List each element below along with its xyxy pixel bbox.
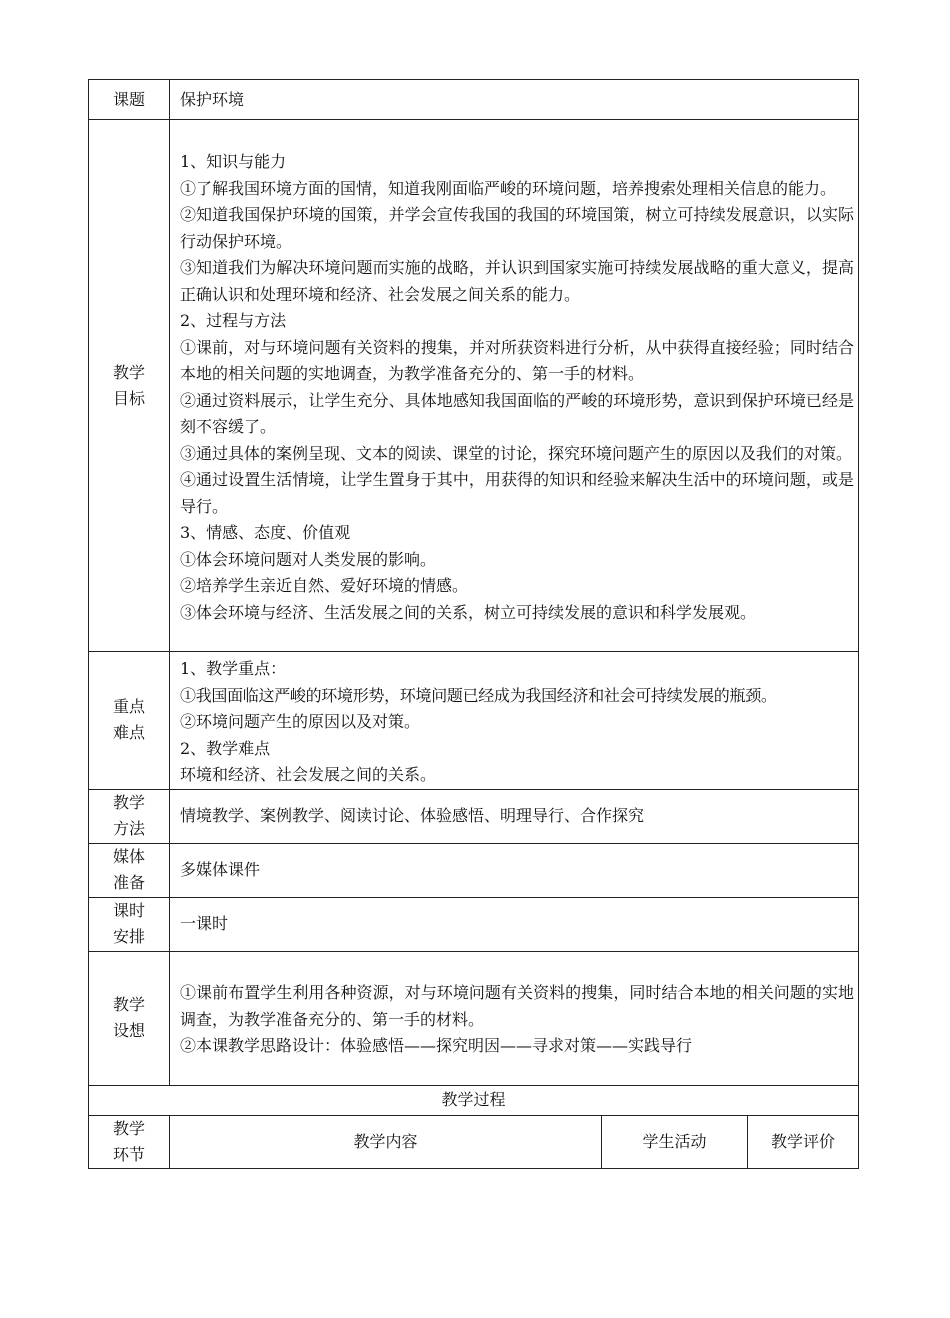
process-title-row	[89, 1085, 859, 1115]
methods-label-line: 方法	[112, 819, 145, 838]
schedule-label-line: 安排	[112, 927, 145, 946]
media-label-line: 媒体	[112, 847, 145, 866]
process-header-stage-line: 环节	[112, 1144, 145, 1164]
key-points-label-line: 难点	[112, 723, 145, 743]
objectives-label-line: 目标	[112, 388, 145, 408]
objectives-label-line: 教学	[112, 362, 145, 382]
schedule-value: 一课时	[170, 897, 859, 951]
methods-label	[89, 789, 170, 843]
process-header-student: 学生活动	[602, 1115, 748, 1168]
schedule-label	[89, 897, 170, 951]
objective-line: ①体会环境问题对人类发展的影响。	[180, 549, 437, 569]
schedule-label-line: 课时	[112, 901, 145, 920]
design-row	[89, 951, 859, 1085]
objective-line: ②知道我国保护环境的国策，并学会宣传我国的我国的环境国策，树立可持续发展意识，以实际行动保护环境。	[180, 205, 855, 251]
topic-label: 课题	[89, 80, 170, 120]
process-title: 教学过程	[89, 1085, 859, 1115]
objectives-row	[89, 120, 859, 652]
objective-line: 1、知识与能力	[180, 152, 287, 171]
objective-line: ④通过设置生活情境，让学生置身于其中，用获得的知识和经验来解决生活中的环境问题，或是导行。	[180, 470, 855, 516]
objective-line: 2、过程与方法	[180, 311, 287, 330]
objective-line: ②培养学生亲近自然、爱好环境的情感。	[180, 576, 469, 595]
process-header-content: 教学内容	[170, 1115, 602, 1168]
topic-row	[89, 80, 859, 120]
objective-line: ①课前，对与环境问题有关资料的搜集，并对所获资料进行分析，从中获得直接经验；同时结合本地的相关问题的实地调查，为教学准备充分的、第一手的材料。	[180, 337, 855, 383]
process-header-evaluation: 教学评价	[748, 1115, 859, 1168]
design-label-line: 设想	[112, 1021, 145, 1040]
objective-line: ①了解我国环境方面的国情，知道我刚面临严峻的环境问题，培养搜索处理相关信息的能力。	[180, 178, 837, 198]
objective-line: ③通过具体的案例呈现、文本的阅读、课堂的讨论，探究环境问题产生的原因以及我们的对策。	[180, 443, 853, 463]
key-point-line: ①我国面临这严峻的环境形势，环境问题已经成为我国经济和社会可持续发展的瓶颈。	[180, 685, 777, 705]
methods-label-line: 教学	[112, 793, 145, 812]
lesson-plan-table	[88, 79, 859, 1169]
media-value: 多媒体课件	[170, 843, 859, 897]
objectives-content	[170, 120, 859, 652]
key-points-row	[89, 652, 859, 790]
key-points-content	[170, 652, 859, 790]
topic-value: 保护环境	[170, 80, 859, 120]
design-line: ②本课教学思路设计：体验感悟——探究明因——寻求对策——实践导行	[180, 1036, 693, 1056]
key-point-line: 环境和经济、社会发展之间的关系。	[180, 765, 437, 784]
objective-line: ②通过资料展示，让学生充分、具体地感知我国面临的严峻的环境形势，意识到保护环境已经是刻不容缓了。	[180, 390, 855, 436]
design-line: ①课前布置学生利用各种资源，对与环境问题有关资料的搜集，同时结合本地的相关问题的实地调查，为教学准备充分的、第一手的材料。	[180, 983, 855, 1029]
design-content	[170, 951, 859, 1085]
schedule-row	[89, 897, 859, 951]
media-label	[89, 843, 170, 897]
media-row	[89, 843, 859, 897]
key-point-line: 2、教学难点	[180, 738, 271, 758]
objectives-label	[89, 120, 170, 652]
objective-line: ③体会环境与经济、生活发展之间的关系，树立可持续发展的意识和科学发展观。	[180, 602, 757, 622]
methods-value: 情境教学、案例教学、阅读讨论、体验感悟、明理导行、合作探究	[170, 789, 859, 843]
media-label-line: 准备	[112, 873, 145, 892]
process-header-stage-line: 教学	[112, 1118, 145, 1138]
objective-line: 3、情感、态度、价值观	[180, 523, 351, 542]
process-header-row	[89, 1115, 859, 1168]
methods-row	[89, 789, 859, 843]
objective-line: ③知道我们为解决环境问题而实施的战略，并认识到国家实施可持续发展战略的重大意义，提高正确认识和处理环境和经济、社会发展之间关系的能力。	[180, 258, 855, 304]
key-points-label	[89, 652, 170, 790]
design-label	[89, 951, 170, 1085]
design-label-line: 教学	[112, 995, 145, 1014]
key-point-line: ②环境问题产生的原因以及对策。	[180, 712, 421, 731]
process-header-stage	[89, 1115, 170, 1168]
key-points-label-line: 重点	[112, 697, 145, 717]
key-point-line: 1、教学重点：	[180, 659, 287, 678]
